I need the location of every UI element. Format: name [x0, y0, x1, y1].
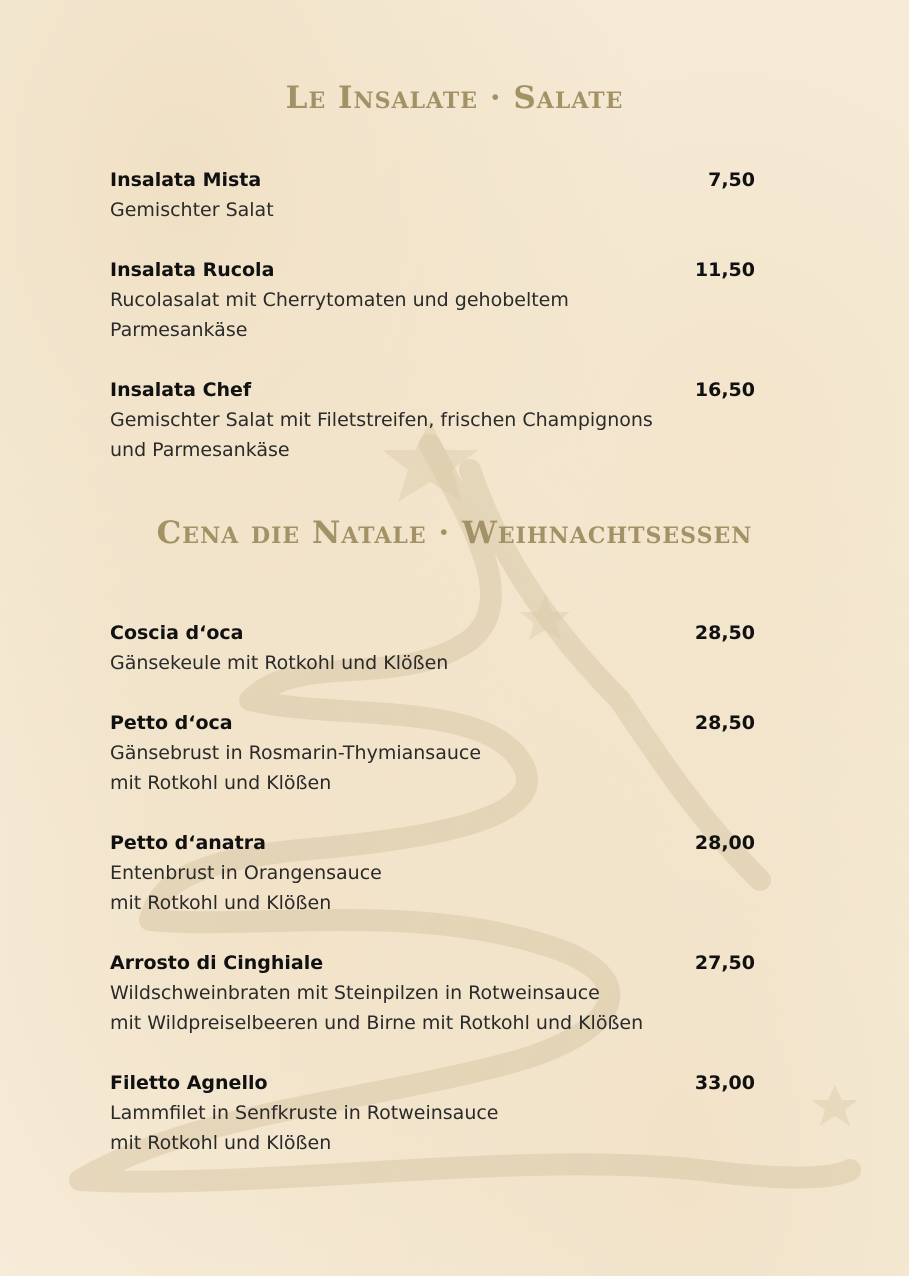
item-price: 28,00	[694, 832, 755, 854]
item-name: Arrosto di Cinghiale	[110, 952, 324, 974]
menu-item-coscia-doca	[110, 618, 755, 678]
item-name: Insalata Rucola	[110, 259, 275, 281]
menu-item-insalata-rucola	[110, 255, 755, 345]
item-price: 28,50	[694, 622, 755, 644]
menu-item-petto-danatra	[110, 828, 755, 918]
item-description: Gänsekeule mit Rotkohl und Klößen	[110, 652, 449, 674]
item-description: Wildschweinbraten mit Steinpilzen in Rotweinsauce mit Wildpreiselbeeren und Birne mit Rotkohl und Klößen	[110, 982, 644, 1034]
item-name: Petto d‘anatra	[110, 832, 266, 854]
item-name: Coscia d‘oca	[110, 622, 244, 644]
item-price: 16,50	[694, 379, 755, 401]
menu-item-petto-doca	[110, 708, 755, 798]
item-name: Insalata Mista	[110, 169, 262, 191]
item-name: Petto d‘oca	[110, 712, 233, 734]
menu-item-filetto-agnello	[110, 1068, 755, 1158]
item-price: 11,50	[694, 259, 755, 281]
item-description: Lammfilet in Senfkruste in Rotweinsauce mit Rotkohl und Klößen	[110, 1102, 499, 1154]
item-description: Gänsebrust in Rosmarin-Thymiansauce mit Rotkohl und Klößen	[110, 742, 482, 794]
section-title-salads: Le Insalate · Salate	[285, 80, 624, 116]
item-price: 28,50	[694, 712, 755, 734]
item-price: 27,50	[694, 952, 755, 974]
item-price: 33,00	[694, 1072, 755, 1094]
item-name: Insalata Chef	[110, 379, 252, 401]
item-description: Gemischter Salat mit Filetstreifen, frischen Champignons und Parmesankäse	[110, 409, 653, 461]
item-name: Filetto Agnello	[110, 1072, 268, 1094]
item-price: 7,50	[708, 169, 755, 191]
item-description: Rucolasalat mit Cherrytomaten und gehobeltem Parmesankäse	[110, 289, 569, 341]
section-title-christmas: Cena die Natale · Weihnachtsessen	[156, 515, 753, 551]
item-description: Gemischter Salat	[110, 199, 274, 221]
menu-item-insalata-mista	[110, 165, 755, 225]
menu-item-arrosto-di-cinghiale	[110, 948, 755, 1038]
item-description: Entenbrust in Orangensauce mit Rotkohl und Klößen	[110, 862, 382, 914]
menu-item-insalata-chef	[110, 375, 755, 465]
